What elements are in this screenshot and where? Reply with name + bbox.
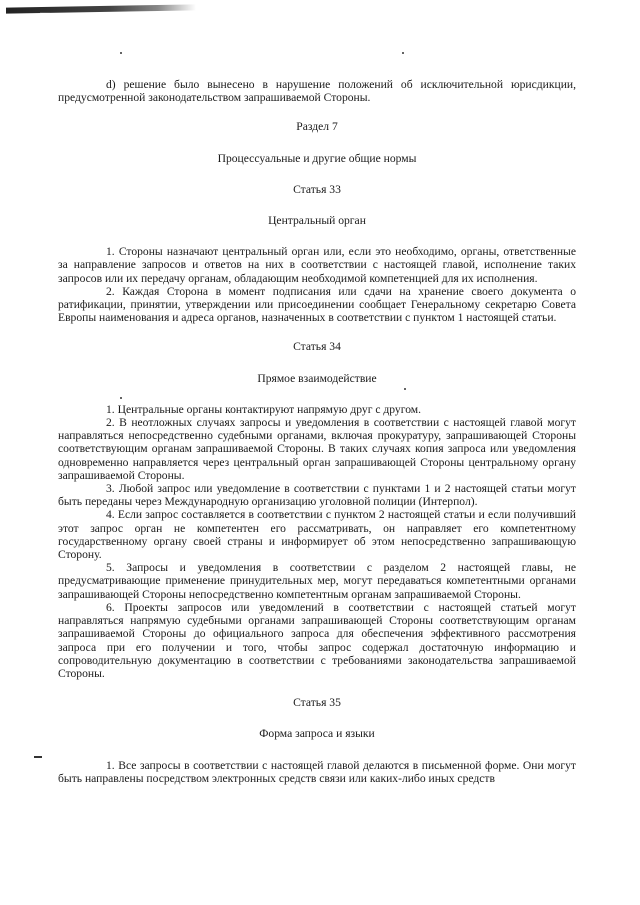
article-35-title: Статья 35 [293, 696, 341, 710]
scan-mark [40, 12, 50, 18]
scan-smudge [6, 4, 196, 13]
scan-speck [120, 52, 122, 54]
article-35-subtitle: Форма запроса и языки [259, 727, 375, 741]
article-34-paragraph-3: 3. Любой запрос или уведомление в соответствии с пунктами 1 и 2 настоящей статьи могут быть переданы через Международную организацию уголовной полиции (Интерпол). [58, 482, 576, 509]
article-34-paragraph-5: 5. Запросы и уведомления в соответствии с разделом 2 настоящей главы, не предусматривающие применение принудительных мер, могут передаваться компетентными органами запрашивающей Стороны непосредственно компетентным органам запрашиваемой Стороны. [58, 561, 576, 601]
article-35-paragraph-1: 1. Все запросы в соответствии с настоящей главой делаются в письменной форме. Они могут быть направлены посредством электронных средств связи или каких-либо иных средств [58, 758, 576, 785]
article-34-subtitle: Прямое взаимодействие [257, 371, 377, 385]
article-34-paragraph-4: 4. Если запрос составляется в соответствии с пунктом 2 настоящей статьи и если получивший этот запрос орган не компетентен его рассматривать, он направляет его компетентному государственному органу своей страны и информирует об этом непосредственно запрашивающую Сторону. [58, 508, 576, 562]
article-34-paragraph-1: 1. Центральные органы контактируют напрямую друг с другом. [106, 402, 422, 416]
scan-artifact-top [0, 0, 640, 22]
document-page [58, 78, 576, 785]
section-subtitle: Процессуальные и другие общие нормы [217, 151, 417, 165]
article-33-paragraph-2: 2. Каждая Сторона в момент подписания или сдачи на хранение своего документа о ратификации, принятии, утверждении или присоединении сообщает Генеральному секретарю Совета Европы наименования и адреса органов, назначенных в соответствии с пунктом 1 настоящей статьи. [58, 284, 576, 325]
margin-mark [34, 756, 42, 758]
scan-speck [402, 52, 404, 54]
article-33-title: Статья 33 [293, 182, 341, 196]
article-34-paragraph-2: 2. В неотложных случаях запросы и уведомления в соответствии с настоящей главой могут направляться непосредственно судебными органами, включая прокуратуру, запрашивающей Стороны соответствующим органам запрашиваемой Стороны. В таких случаях копия запроса или уведомления одновременно направляется через центральный орган запрашивающей Стороны центральному органу запрашиваемой Стороны. [58, 416, 576, 482]
paragraph-section-d: d) решение было вынесено в нарушение положений об исключительной юрисдикции, предусмотренной законодательством запрашиваемой Стороны. [58, 78, 576, 105]
article-33-subtitle: Центральный орган [268, 214, 366, 228]
article-34-title: Статья 34 [293, 340, 341, 354]
section-title: Раздел 7 [296, 120, 338, 134]
article-33-paragraph-1: 1. Стороны назначают центральный орган или, если это необходимо, органы, ответственные за направление запросов и ответов на них в соответствии с настоящей главой, исполнение таких запросов или их передачу органам, обладающим необходимой компетенцией для их исполнения. [58, 245, 576, 285]
article-34-paragraph-6: 6. Проекты запросов или уведомлений в соответствии с настоящей статьей могут направляться напрямую судебными органами запрашивающей Стороны соответствующим органам запрашиваемой Стороны до официального запроса для обеспечения эффективного рассмотрения запроса при его получении и того, чтобы запрос содержал достаточную информацию и сопроводительную документацию в соответствии с требованиями законодательства запрашиваемой Стороны. [58, 600, 576, 680]
